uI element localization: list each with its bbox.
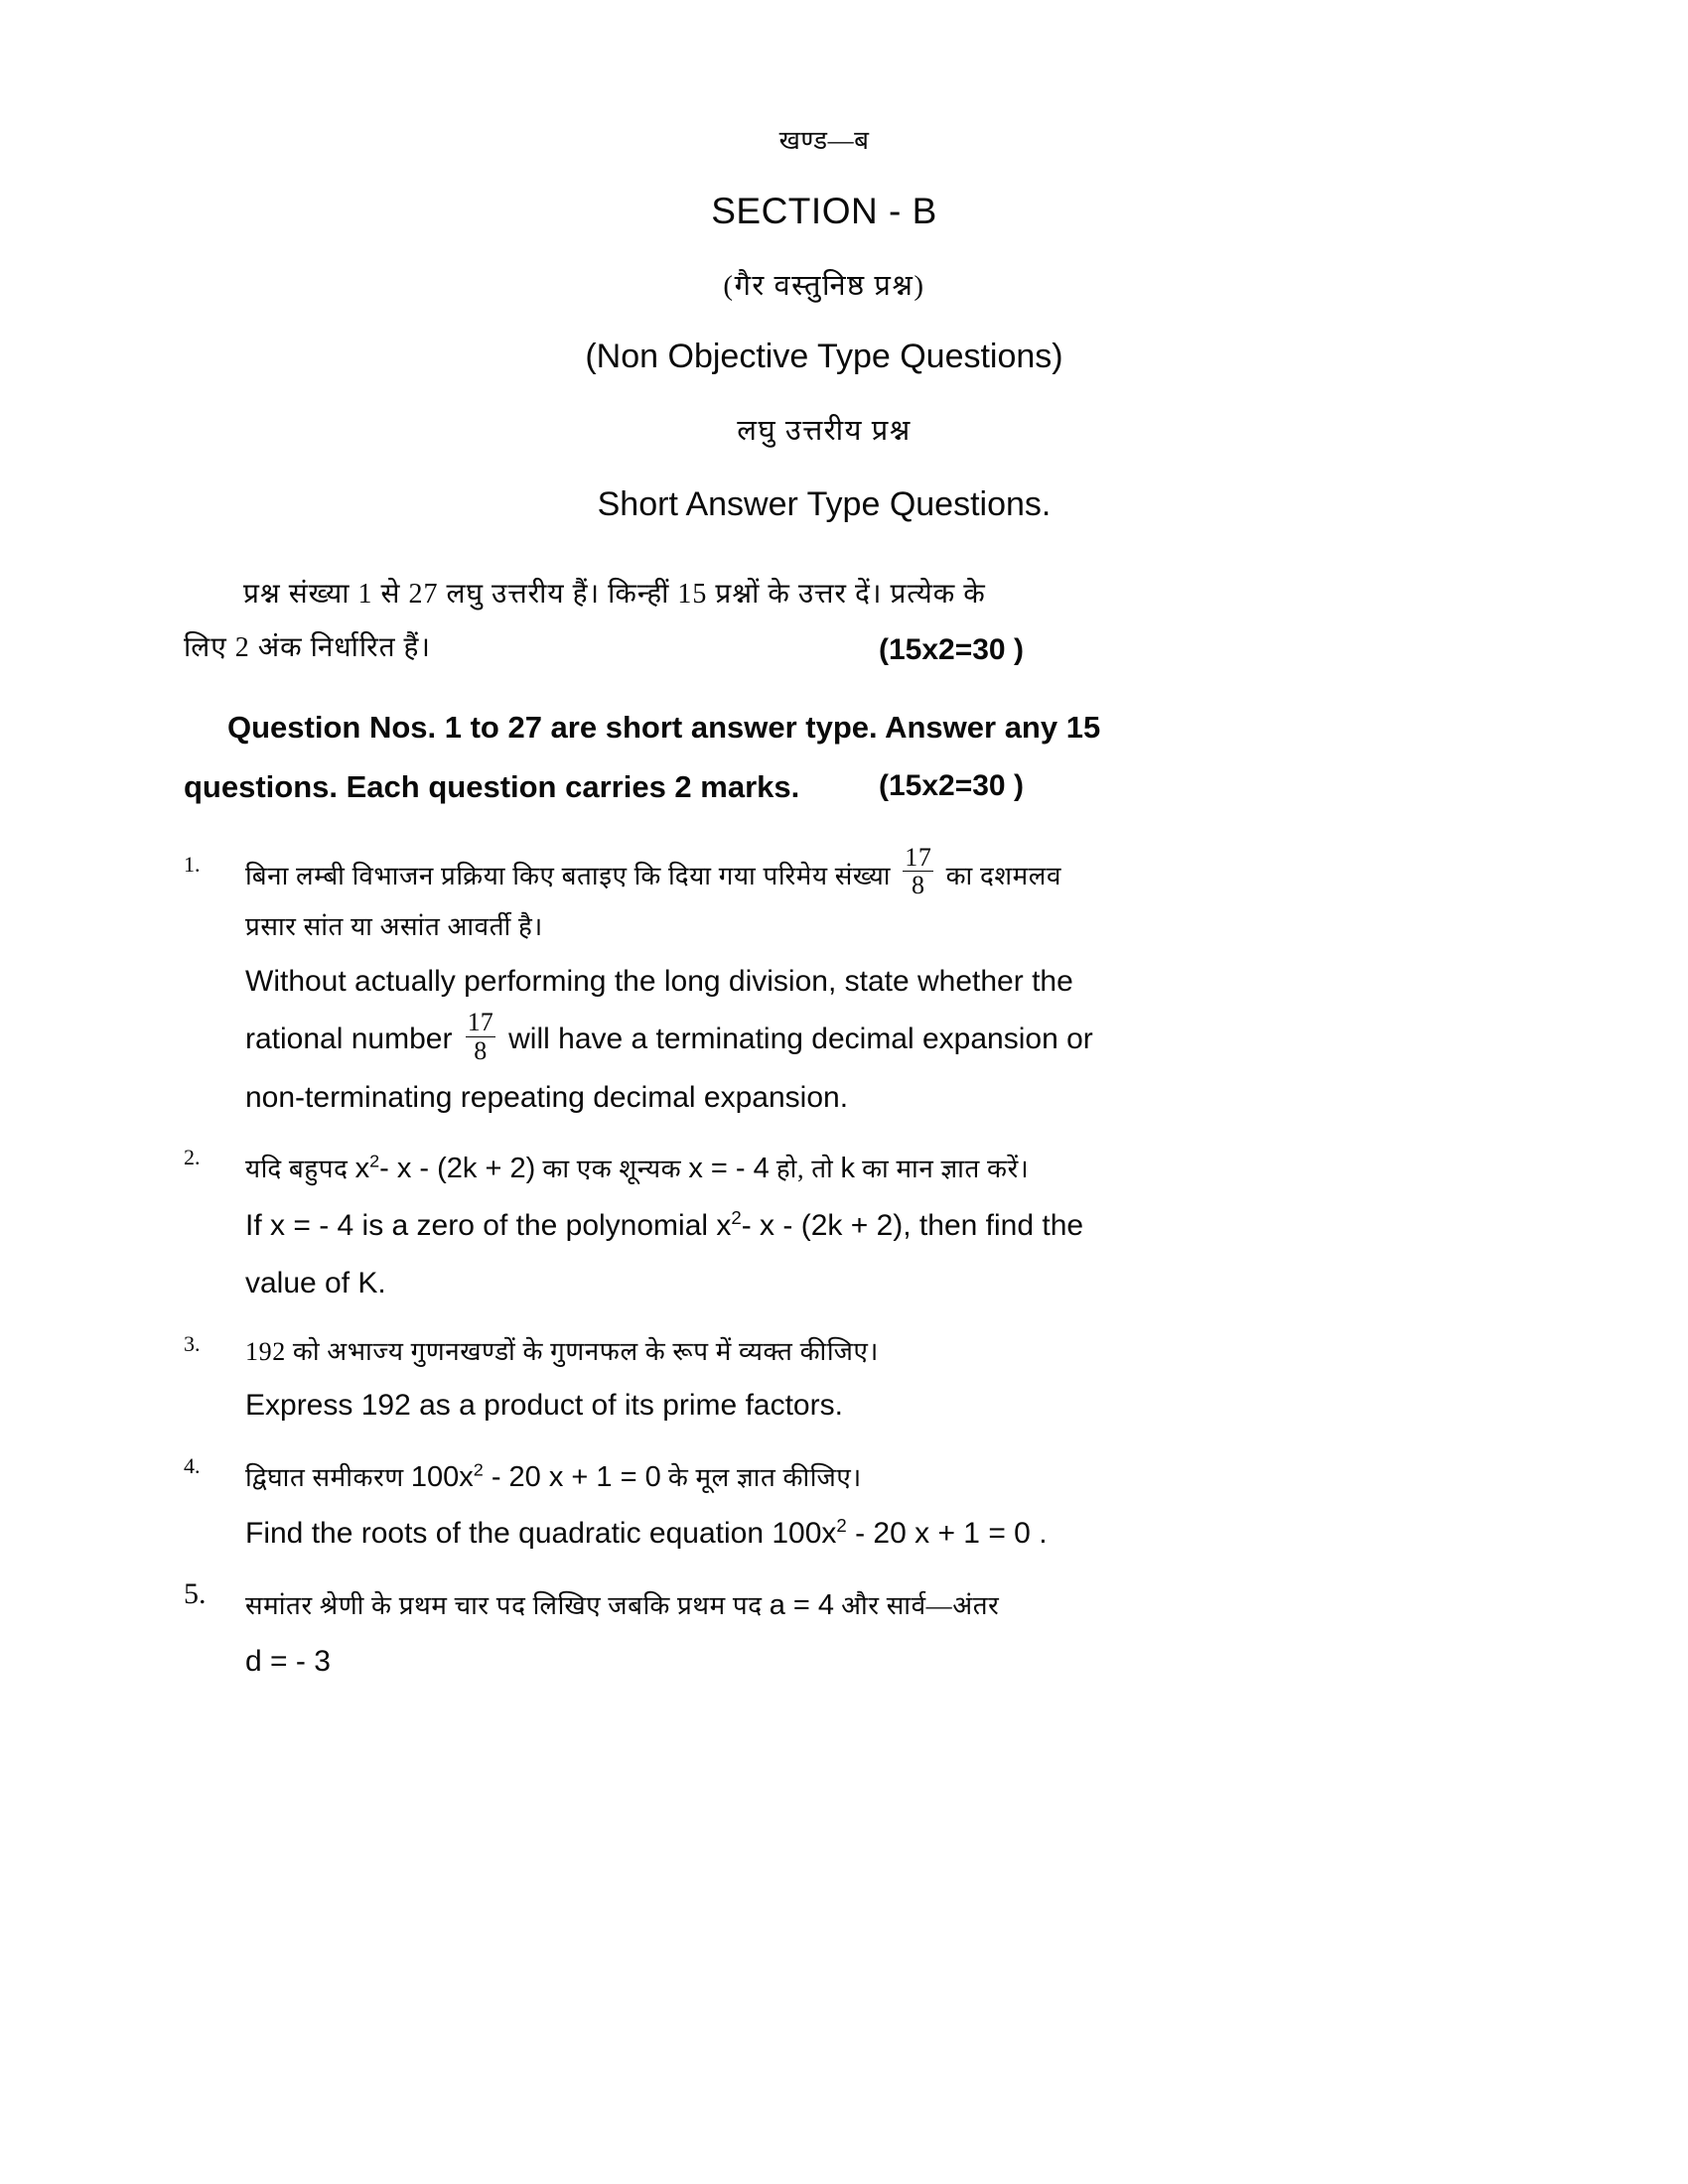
fraction-denominator: 8 — [912, 871, 925, 900]
expr-base: 100x — [410, 1460, 474, 1493]
question-2-english-text-b: - x - (2k + 2), then find the — [741, 1208, 1084, 1242]
question-item-2 — [184, 1141, 1465, 1313]
fraction-17-over-8 — [903, 842, 933, 900]
question-2-hindi-line-1 — [245, 1141, 1465, 1197]
instructions-english-line-1: Question Nos. 1 to 27 are short answer type. Answer any 15 — [227, 710, 1101, 746]
question-4-english-text-a: Find the roots of the quadratic equation 100x — [245, 1517, 837, 1551]
instructions-english-line-2 — [184, 757, 1465, 817]
expr-rest: - 20 x + 1 = 0 — [483, 1460, 661, 1493]
question-1-hindi-text-a: बिना लम्बी विभाजन प्रक्रिया किए बताइए कि दिया गया परिमेय संख्या — [245, 861, 892, 890]
question-subtype-english: Short Answer Type Questions. — [597, 485, 1052, 524]
question-list — [184, 842, 1465, 1692]
marks-allocation-hindi: (15x2=30 ) — [879, 633, 1024, 667]
question-4-english-line-1 — [245, 1505, 1465, 1564]
question-1-english-line-2 — [245, 1008, 1465, 1069]
instructions-hindi — [184, 568, 1465, 676]
question-1-hindi-text-b: का दशमलव — [945, 861, 1062, 890]
question-number-1: 1. — [184, 851, 201, 877]
question-number-3: 3. — [184, 1330, 201, 1356]
question-item-4 — [184, 1449, 1465, 1564]
question-4-english-exponent: 2 — [836, 1515, 847, 1537]
question-4-hindi-text-b: के मूल ज्ञात कीजिए। — [667, 1462, 862, 1492]
question-1-english-text-c: will have a terminating decimal expansion or — [508, 1023, 1093, 1056]
question-2-expression-2: x = - 4 — [688, 1153, 770, 1185]
question-number-5: 5. — [184, 1576, 207, 1610]
question-type-hindi: (गैर वस्तुनिष्ठ प्रश्न) — [723, 270, 925, 303]
question-1-english-line-1: Without actually performing the long division, state whether the — [245, 964, 1073, 998]
question-3-hindi-line-1: 192 को अभाज्य गुणनखण्डों के गुणनफल के रूप में व्यक्त कीजिए। — [245, 1336, 879, 1366]
instructions-hindi-line-2-text: लिए 2 अंक निर्धारित हैं। — [184, 632, 432, 664]
question-2-expression-1 — [355, 1153, 536, 1184]
question-1-hindi-line-2: प्रसार सांत या असांत आवर्ती है। — [245, 911, 543, 941]
expr-exponent: 2 — [369, 1151, 380, 1171]
section-heading-hindi: खण्ड—ब — [778, 126, 870, 155]
page-content — [184, 127, 1465, 1706]
question-item-5 — [184, 1577, 1465, 1692]
question-2-hindi-text-d: का मान ज्ञात करें। — [862, 1155, 1030, 1184]
question-5-line-2: d = - 3 — [245, 1645, 331, 1679]
expr-exponent: 2 — [473, 1459, 484, 1480]
expr-base: x — [354, 1153, 370, 1185]
question-5-hindi-line-1 — [245, 1577, 1465, 1634]
question-5-expression-1: a = 4 — [769, 1588, 835, 1621]
section-heading-english: SECTION - B — [711, 190, 937, 231]
question-2-english-text-a: If x = - 4 is a zero of the polynomial x — [245, 1208, 732, 1242]
fraction-numerator: 17 — [905, 842, 932, 872]
fraction-numerator: 17 — [467, 1008, 493, 1037]
question-2-english-exponent: 2 — [731, 1206, 742, 1228]
question-4-hindi-line-1 — [245, 1449, 1465, 1506]
expr-rest: - x - (2k + 2) — [379, 1153, 536, 1185]
question-subtype-hindi: लघु उत्तरीय प्रश्न — [737, 414, 912, 447]
question-item-3 — [184, 1327, 1465, 1435]
question-number-4: 4. — [184, 1452, 201, 1478]
marks-allocation-english: (15x2=30 ) — [879, 769, 1024, 803]
question-2-expression-3: k — [840, 1153, 855, 1185]
instructions-hindi-line-2 — [184, 621, 1465, 676]
instructions-hindi-line-1: प्रश्न संख्या 1 से 27 लघु उत्तरीय हैं। किन्हीं 15 प्रश्नों के उत्तर दें। प्रत्येक के — [243, 578, 986, 610]
instructions-english-line-2-text: questions. Each question carries 2 marks. — [184, 769, 800, 805]
question-4-hindi-text-a: द्विघात समीकरण — [245, 1462, 404, 1492]
question-number-2: 2. — [184, 1145, 201, 1170]
question-2-english-line-1 — [245, 1197, 1465, 1256]
question-2-hindi-text-b: का एक शून्यक — [542, 1155, 682, 1184]
question-1-english-text-b: rational number — [245, 1023, 453, 1056]
question-item-1 — [184, 842, 1465, 1127]
question-2-hindi-text-a: यदि बहुपद — [245, 1155, 349, 1184]
question-3-english-line-1: Express 192 as a product of its prime factors. — [245, 1389, 843, 1423]
question-5-hindi-text-b: और सार्व—अंतर — [841, 1590, 1000, 1620]
question-4-expression-1 — [411, 1461, 661, 1493]
question-1-english-line-3: non-terminating repeating decimal expansion. — [245, 1080, 849, 1114]
fraction-denominator: 8 — [474, 1035, 488, 1065]
fraction-17-over-8-english — [466, 1010, 495, 1064]
question-type-english: (Non Objective Type Questions) — [585, 338, 1063, 376]
question-4-english-text-b: - 20 x + 1 = 0 . — [846, 1517, 1048, 1551]
instructions-english — [184, 698, 1465, 818]
question-5-hindi-text-a: समांतर श्रेणी के प्रथम चार पद लिखिए जबकि प्रथम पद — [245, 1590, 763, 1620]
question-1-hindi-line-1 — [245, 842, 1465, 902]
question-2-hindi-text-c: हो, तो — [775, 1155, 834, 1184]
question-2-english-line-2: value of K. — [245, 1267, 386, 1300]
